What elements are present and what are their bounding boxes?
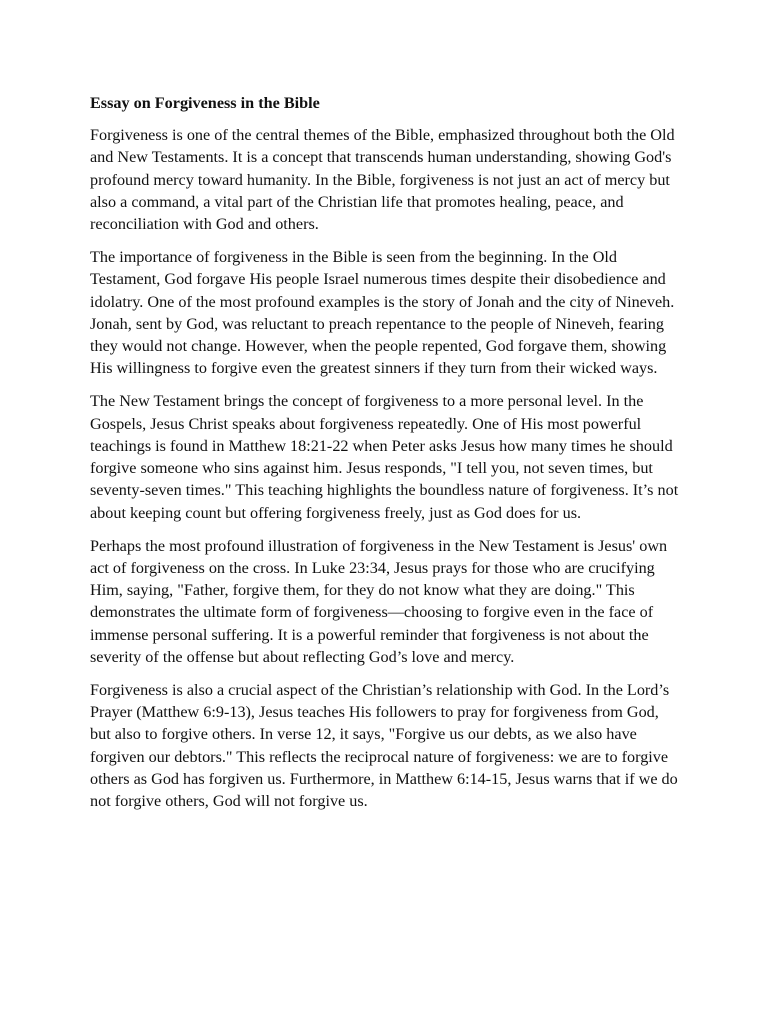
paragraph-3: The New Testament brings the concept of forgiveness to a more personal level. In the Gospels, Jesus Christ speaks about forgiveness repeatedly. One of His most powerful teachings is found in Matthew 18:21-22 when Peter asks Jesus how many times he should forgive someone who sins against him. Jesus responds, "I tell you, not seven times, but seventy-seven times." This teaching highlights the boundless nature of forgiveness. It’s not about keeping count but offering forgiveness freely, just as God does for us.	[90, 392, 679, 522]
document-title: Essay on Forgiveness in the Bible	[90, 94, 320, 112]
paragraph-2: The importance of forgiveness in the Bible is seen from the beginning. In the Old Testament, God forgave His people Israel numerous times despite their disobedience and idolatry. One of the most profound examples is the story of Jonah and the city of Nineveh. Jonah, sent by God, was reluctant to preach repentance to the people of Nineveh, fearing they would not change. However, when the people repented, God forgave them, showing His willingness to forgive even the greatest sinners if they turn from their wicked ways.	[90, 247, 675, 378]
paragraph-4: Perhaps the most profound illustration of forgiveness in the New Testament is Jesus' own act of forgiveness on the cross. In Luke 23:34, Jesus prays for those who are crucifying Him, saying, "Father, forgive them, for they do not know what they are doing." This demonstrates the ultimate form of forgiveness—choosing to forgive even in the face of immense personal suffering. It is a powerful reminder that forgiveness is not about the severity of the offense but about reflecting God’s love and mercy.	[90, 536, 668, 667]
paragraph-1: Forgiveness is one of the central themes of the Bible, emphasized throughout both the Old and New Testaments. It is a concept that transcends human understanding, showing God's profound mercy toward humanity. In the Bible, forgiveness is not just an act of mercy but also a command, a vital part of the Christian life that promotes healing, peace, and reconciliation with God and others.	[90, 126, 675, 234]
paragraph-5: Forgiveness is also a crucial aspect of the Christian’s relationship with God. In the Lord’s Prayer (Matthew 6:9-13), Jesus teaches His followers to pray for forgiveness from God, but also to forgive others. In verse 12, it says, "Forgive us our debts, as we also have forgiven our debtors." This reflects the reciprocal nature of forgiveness: we are to forgive others as God has forgiven us. Furthermore, in Matthew 6:14-15, Jesus warns that if we do not forgive others, God will not forgive us.	[90, 680, 678, 811]
document-page	[90, 92, 680, 823]
